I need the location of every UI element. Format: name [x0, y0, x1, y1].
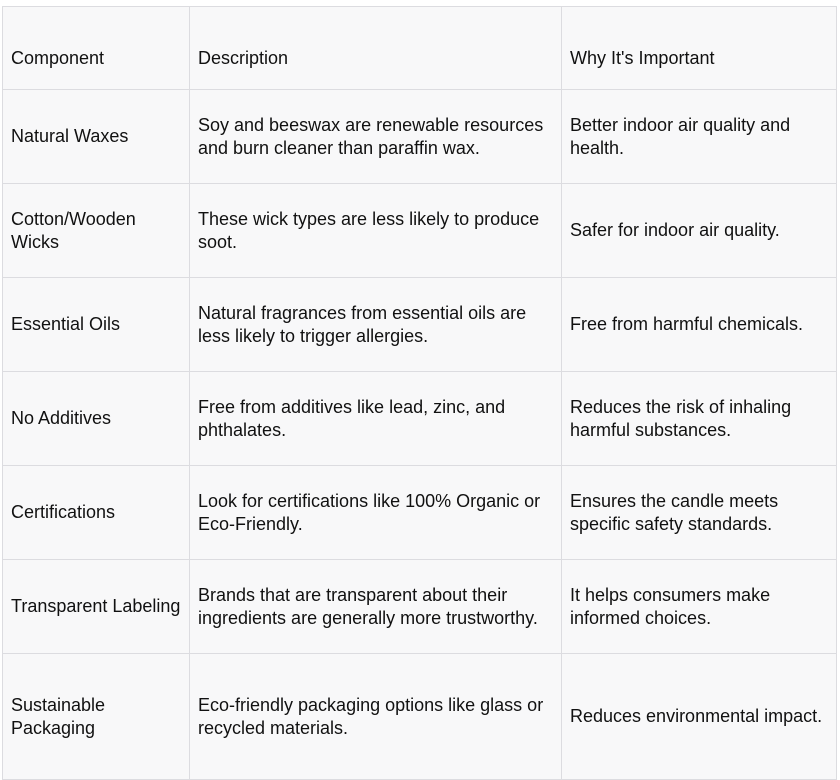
- table-row: [3, 184, 837, 278]
- cell-component: Certifications: [3, 466, 190, 560]
- table-header-row: [3, 7, 837, 90]
- cell-component: No Additives: [3, 372, 190, 466]
- table-row: [3, 466, 837, 560]
- table-row: [3, 560, 837, 654]
- header-importance: Why It's Important: [562, 7, 837, 90]
- table-row: [3, 654, 837, 780]
- cell-description: Natural fragrances from essential oils are less likely to trigger allergies.: [190, 278, 562, 372]
- cell-description: Brands that are transparent about their ingredients are generally more trustworthy.: [190, 560, 562, 654]
- cell-description: Look for certifications like 100% Organic or Eco-Friendly.: [190, 466, 562, 560]
- cell-component: Transparent Labeling: [3, 560, 190, 654]
- cell-component: Sustainable Packaging: [3, 654, 190, 780]
- cell-description: Eco-friendly packaging options like glass or recycled materials.: [190, 654, 562, 780]
- cell-importance: It helps consumers make informed choices.: [562, 560, 837, 654]
- cell-importance: Reduces the risk of inhaling harmful substances.: [562, 372, 837, 466]
- cell-description: These wick types are less likely to produce soot.: [190, 184, 562, 278]
- cell-importance: Better indoor air quality and health.: [562, 90, 837, 184]
- candle-components-table-container: [2, 6, 836, 763]
- cell-component: Natural Waxes: [3, 90, 190, 184]
- table-row: [3, 278, 837, 372]
- candle-components-table: [2, 6, 837, 780]
- header-component: Component: [3, 7, 190, 90]
- table-row: [3, 372, 837, 466]
- cell-importance: Ensures the candle meets specific safety standards.: [562, 466, 837, 560]
- cell-importance: Reduces environmental impact.: [562, 654, 837, 780]
- cell-description: Free from additives like lead, zinc, and phthalates.: [190, 372, 562, 466]
- table-row: [3, 90, 837, 184]
- header-description: Description: [190, 7, 562, 90]
- cell-component: Essential Oils: [3, 278, 190, 372]
- cell-description: Soy and beeswax are renewable resources and burn cleaner than paraffin wax.: [190, 90, 562, 184]
- cell-importance: Safer for indoor air quality.: [562, 184, 837, 278]
- cell-component: Cotton/Wooden Wicks: [3, 184, 190, 278]
- cell-importance: Free from harmful chemicals.: [562, 278, 837, 372]
